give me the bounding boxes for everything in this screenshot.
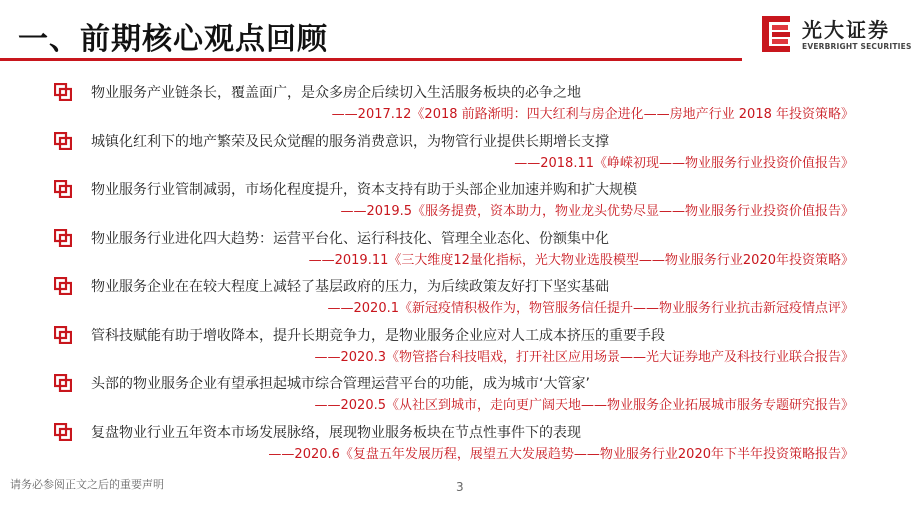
square-bullet-icon	[54, 83, 72, 101]
page-title: 一、前期核心观点回顾	[18, 22, 328, 57]
viewpoint-text: 物业服务行业管制减弱，市场化程度提升，资本支持有助于头部企业加速并购和扩大规模	[91, 182, 637, 198]
list-item	[54, 226, 874, 275]
report-source: ——2017.12《2018 前路渐明：四大红利与房企进化——房地产行业 2018 年投资策略》	[331, 107, 854, 122]
logo-text-en: EVERBRIGHT SECURITIES	[802, 42, 912, 51]
viewpoint-text: 物业服务企业在在较大程度上减轻了基层政府的压力，为后续政策友好打下坚实基础	[91, 279, 609, 295]
report-source: ——2020.5《从社区到城市，走向更广阔天地——物业服务企业拓展城市服务专题研究报告》	[314, 398, 854, 413]
viewpoint-text: 城镇化红利下的地产繁荣及民众觉醒的服务消费意识，为物管行业提供长期增长支撑	[91, 133, 609, 150]
page-number: 3	[456, 480, 464, 494]
square-bullet-icon	[54, 277, 72, 295]
square-bullet-icon	[54, 229, 72, 247]
square-bullet-icon	[54, 180, 72, 198]
logo-text-cn: 光大证券	[802, 18, 890, 42]
viewpoint-text: 复盘物业行业五年资本市场发展脉络，展现物业服务板块在节点性事件下的表现	[91, 424, 581, 441]
square-bullet-icon	[54, 132, 72, 150]
viewpoint-text: 管科技赋能有助于增收降本，提升长期竞争力，是物业服务企业应对人工成本挤压的重要手段	[91, 327, 665, 344]
square-bullet-icon	[54, 326, 72, 344]
list-item	[54, 323, 874, 372]
report-source: ——2020.6《复盘五年发展历程，展望五大发展趋势——物业服务行业2020年下半年投资策略报告》	[268, 446, 854, 462]
company-logo	[760, 14, 910, 58]
list-item	[54, 420, 874, 469]
viewpoint-text: 头部的物业服务企业有望承担起城市综合管理运营平台的功能，成为城市‘大管家’	[91, 376, 590, 392]
viewpoint-text: 物业服务行业进化四大趋势：运营平台化、运行科技化、管理全业态化、份额集中化	[91, 230, 609, 247]
report-source: ——2019.5《服务提费，资本助力，物业龙头优势尽显——物业服务行业投资价值报告》	[340, 204, 854, 219]
disclaimer-note: 请务必参阅正文之后的重要声明	[10, 478, 164, 491]
list-item	[54, 129, 874, 178]
viewpoint-list	[54, 80, 874, 468]
report-source: ——2019.11《三大维度12量化指标，光大物业选股模型——物业服务行业2020年投资策略》	[308, 252, 854, 268]
square-bullet-icon	[54, 374, 72, 392]
list-item	[54, 371, 874, 420]
list-item	[54, 177, 874, 226]
square-bullet-icon	[54, 423, 72, 441]
report-source: ——2018.11《峥嵘初现——物业服务行业投资价值报告》	[514, 155, 854, 171]
everbright-logo-icon	[760, 14, 794, 54]
title-underline	[0, 58, 742, 61]
report-source: ——2020.3《物管搭台科技唱戏，打开社区应用场景——光大证券地产及科技行业联合报告》	[314, 349, 854, 365]
report-source: ——2020.1《新冠疫情积极作为，物管服务信任提升——物业服务行业抗击新冠疫情点评》	[327, 301, 854, 316]
viewpoint-text: 物业服务产业链条长，覆盖面广，是众多房企后续切入生活服务板块的必争之地	[91, 85, 581, 101]
list-item	[54, 80, 874, 129]
list-item	[54, 274, 874, 323]
